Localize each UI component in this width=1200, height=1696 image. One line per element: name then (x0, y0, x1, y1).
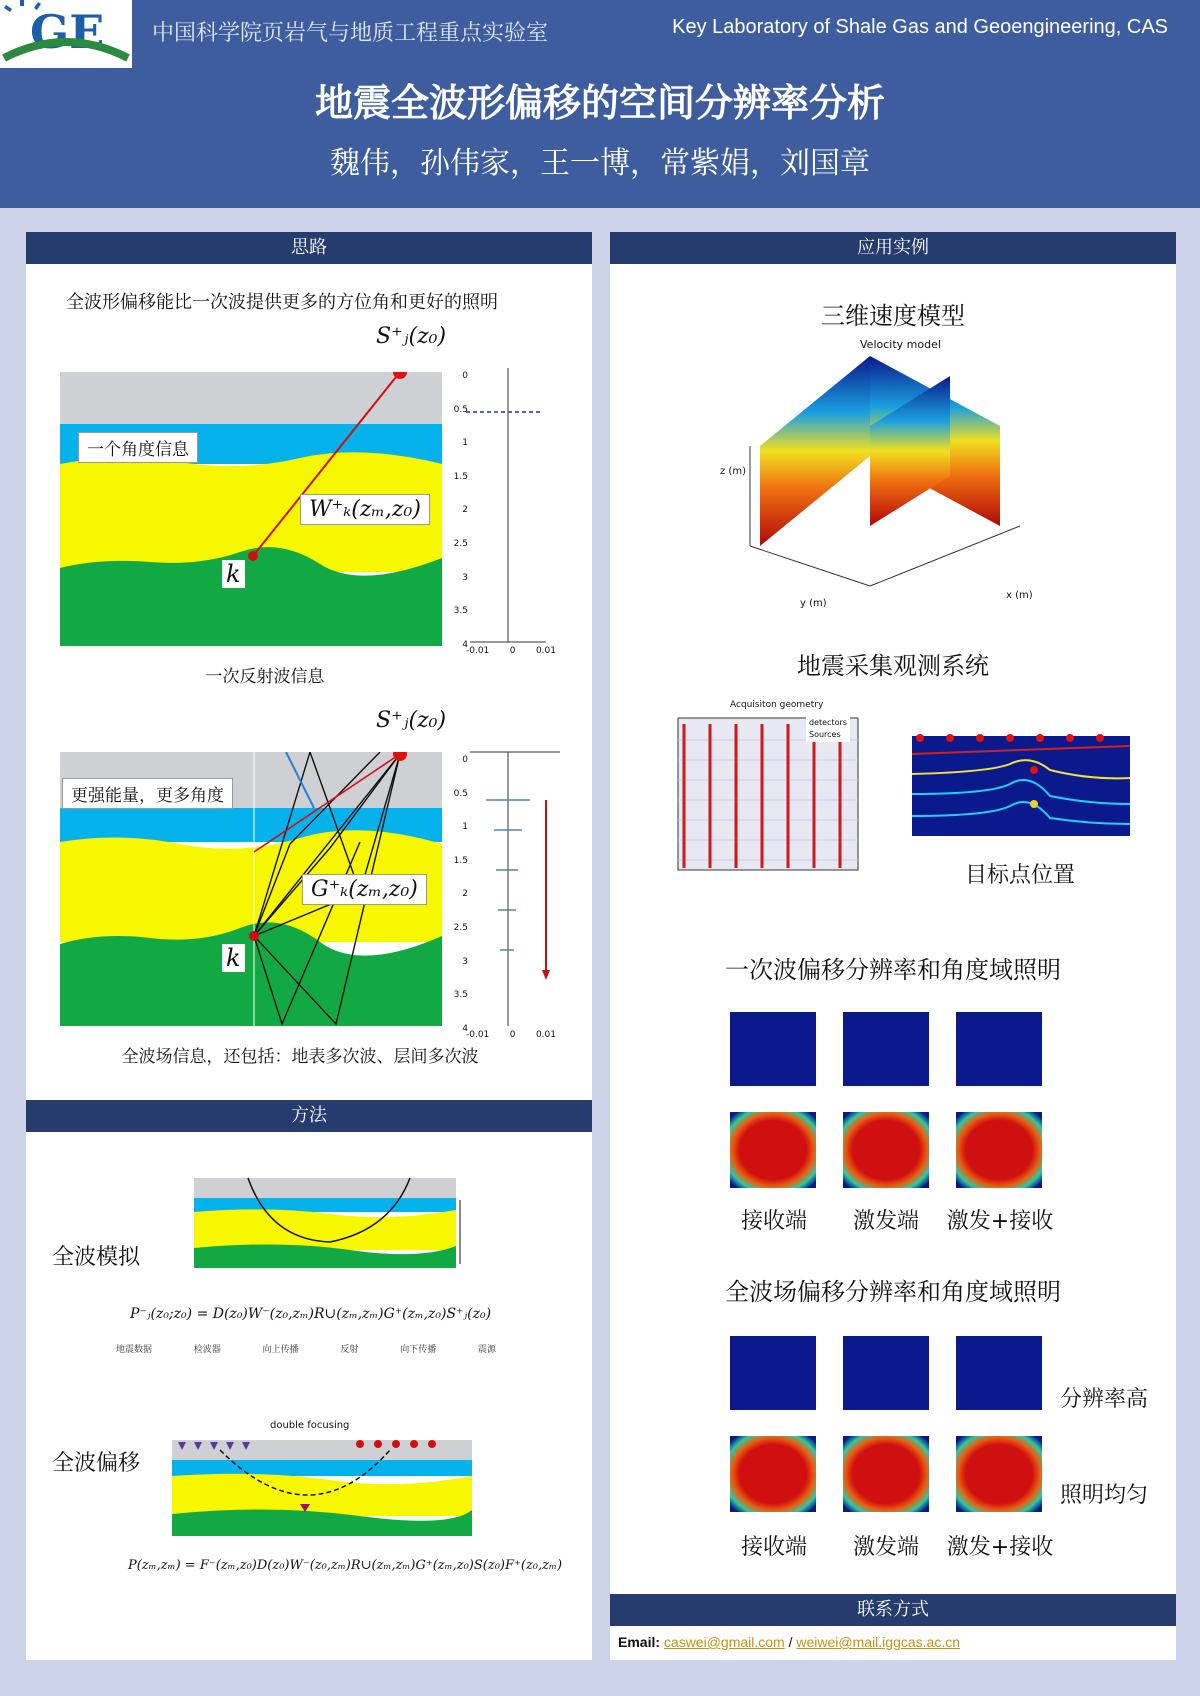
lab-name-cn: 中国科学院页岩气与地质工程重点实验室 (152, 21, 549, 46)
source-label-2: S⁺ⱼ(z₀) (376, 708, 447, 733)
target-point-chart (900, 724, 1140, 844)
email-link-1[interactable]: caswei@gmail.com (663, 1634, 785, 1650)
tile-label-source: 激发端 (852, 1209, 919, 1234)
idea-heading: 思路 (26, 232, 592, 264)
velocity-xlabel: x (m) (1006, 590, 1033, 601)
primary-combined-psf (956, 1012, 1042, 1086)
wavefield-label-1: W⁺ₖ(zₘ,z₀) (300, 494, 430, 525)
method-heading: 方法 (26, 1100, 592, 1132)
lab-name-en: Key Laboratory of Shale Gas and Geoengineering, CAS (672, 16, 1168, 38)
poster-title: 地震全波形偏移的空间分辨率分析 (314, 81, 885, 125)
full-combined-psf (956, 1336, 1042, 1410)
primary-source-illum (843, 1112, 929, 1188)
full-receiver-illum (730, 1436, 816, 1512)
velocity-zlabel: z (m) (720, 466, 746, 477)
caption-full: 全波场信息，还包括：地表多次波、层间多次波 (121, 1047, 479, 1067)
tile-label-source-2: 激发端 (852, 1535, 919, 1560)
modeling-label: 全波模拟 (52, 1245, 141, 1270)
target-caption: 目标点位置 (964, 863, 1075, 888)
primary-receiver-illum (730, 1112, 816, 1188)
trace-y-ticks-1: 0 0.5 1 1.5 2 2.5 3 3.5 4 (453, 371, 468, 650)
acquisition-chart-title: Acquisiton geometry (730, 700, 824, 710)
trace-x-ticks-2: -0.01 0 0.01 (466, 1030, 556, 1040)
full-combined-illum (956, 1436, 1042, 1512)
point-k-1: k (222, 560, 245, 588)
tile-label-combined-2: 激发+接收 (946, 1535, 1054, 1560)
full-source-illum (843, 1436, 929, 1512)
trace-y-ticks-2: 0 0.5 1 1.5 2 2.5 3 3.5 4 (453, 755, 468, 1034)
wavefield-label-2: G⁺ₖ(zₘ,z₀) (302, 874, 427, 905)
primary-migration-title: 一次波偏移分辨率和角度域照明 (725, 956, 1061, 984)
full-source-psf (843, 1336, 929, 1410)
modeling-equation: P⁻ⱼ(z₀;z₀) = D(z₀)W⁻(z₀,zₘ)R∪(zₘ,zₘ)G⁺(zₘ,z₀)S⁺ⱼ(z₀) (130, 1306, 492, 1322)
migration-equation: P(zₘ,zₘ) = F⁻(zₘ,z₀)D(z₀)W⁻(z₀,zₘ)R∪(zₘ,zₘ)G⁺(zₘ,z₀)S(z₀)F⁺(z₀,zₘ) (128, 1558, 563, 1573)
svg-text:GE: GE (30, 5, 105, 59)
source-label-1: S⁺ⱼ(z₀) (376, 324, 447, 349)
contact-heading: 联系方式 (610, 1594, 1176, 1626)
velocity-model-chart (720, 336, 1080, 616)
tile-label-receiver: 接收端 (740, 1209, 807, 1234)
email-separator: / (784, 1634, 797, 1650)
migration-label: 全波偏移 (52, 1451, 141, 1476)
trace-x-ticks-1: -0.01 0 0.01 (466, 646, 556, 656)
acquisition-legend: detectors Sources (806, 716, 850, 742)
modeling-diagram (130, 1160, 480, 1272)
lab-logo (0, 0, 132, 68)
email-label: Email: (618, 1634, 661, 1650)
note-high-resolution: 分辨率高 (1060, 1387, 1149, 1412)
primary-trace-plot (446, 356, 566, 656)
full-trace-plot (446, 740, 566, 1040)
tile-label-combined: 激发+接收 (946, 1209, 1054, 1234)
equation-annotations: 地震数据 检波器 向上传播 反射 向下传播 震源 (116, 1345, 496, 1355)
primary-receiver-psf (730, 1012, 816, 1086)
double-focusing-label: double focusing (270, 1420, 350, 1431)
velocity-title: Velocity model (860, 338, 941, 351)
velocity-model-title: 三维速度模型 (821, 302, 965, 330)
full-receiver-psf (730, 1336, 816, 1410)
email-link-2[interactable]: weiwei@mail.iggcas.ac.cn (796, 1634, 960, 1650)
tile-label-receiver-2: 接收端 (740, 1535, 807, 1560)
contact-line (618, 1634, 960, 1650)
primary-combined-illum (956, 1112, 1042, 1188)
full-migration-title: 全波场偏移分辨率和角度域照明 (725, 1278, 1061, 1306)
poster-authors: 魏伟，孙伟家，王一博，常紫娟，刘国章 (330, 146, 870, 181)
bubble-more-angles: 更强能量，更多角度 (62, 778, 233, 809)
examples-heading: 应用实例 (610, 232, 1176, 264)
primary-source-psf (843, 1012, 929, 1086)
acquisition-chart (640, 700, 870, 890)
idea-intro: 全波形偏移能比一次波提供更多的方位角和更好的照明 (66, 292, 498, 313)
note-uniform-illumination: 照明均匀 (1060, 1483, 1149, 1508)
acquisition-title: 地震采集观测系统 (797, 652, 989, 680)
point-k-2: k (222, 944, 245, 972)
velocity-ylabel: y (m) (800, 598, 827, 609)
bubble-one-angle: 一个角度信息 (78, 432, 198, 463)
caption-primary: 一次反射波信息 (205, 667, 325, 687)
